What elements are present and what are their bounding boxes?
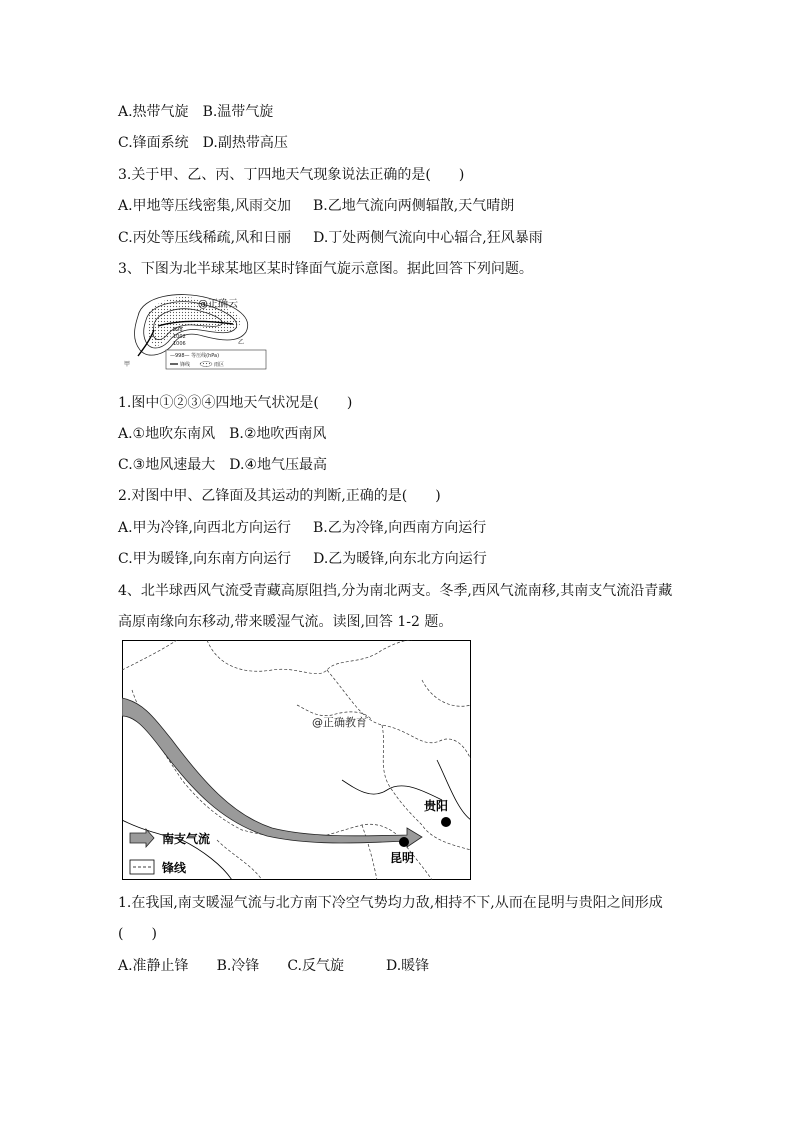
q4-sub1-blank: ( ): [118, 926, 157, 942]
q3-stem: 3、下图为北半球某地区某时锋面气旋示意图。据此回答下列问题。: [118, 261, 533, 277]
option-a: A.甲地等压线密集,风雨交加: [118, 198, 292, 214]
option-c: C.反气旋: [287, 958, 344, 974]
option-d: D.④地气压最高: [229, 457, 327, 473]
option-d: D.副热带高压: [202, 135, 288, 151]
front-line-jia: [138, 330, 154, 356]
watermark-text: @正确云: [198, 299, 238, 310]
legend-rain: 雨区: [214, 362, 225, 368]
isobar-label-1002: 1002: [173, 334, 186, 340]
q4-stem-line2: 高原南缘向东移动,带来暖湿气流。读图,回答 1-2 题。: [118, 614, 453, 630]
label-yi: 乙: [238, 339, 245, 346]
q3-sub-options-row2: [118, 228, 543, 248]
guiyang-marker: [441, 817, 451, 827]
option-a: A.准静止锋: [118, 958, 189, 974]
q3-sub2-options-row1: [118, 518, 486, 538]
prev-options-row2: [118, 133, 288, 153]
city-label-kunming: 昆明: [390, 851, 415, 865]
option-a: A.热带气旋: [118, 104, 189, 120]
option-c: C.锋面系统: [118, 135, 189, 151]
option-c: C.丙处等压线稀疏,风和日丽: [118, 230, 292, 246]
option-c: C.甲为暖锋,向东南方向运行: [118, 551, 292, 567]
kunming-marker: [399, 837, 409, 847]
legend-front: 锋线: [180, 362, 191, 368]
legend-isobar: —998— 等压线(hPa): [170, 353, 220, 359]
label-jia: 甲: [124, 361, 131, 368]
q3-sub2-options-row2: [118, 549, 487, 569]
isobar-label-998: 998: [173, 327, 183, 333]
q3-sub1-stem: 1.图中①②③④四地天气状况是( ): [118, 395, 353, 411]
frontal-cyclone-figure: [118, 290, 274, 370]
q4-stem-line1: 4、北半球西风气流受青藏高原阻挡,分为南北两支。冬季,西风气流南移,其南支气流沿青藏: [118, 583, 673, 599]
option-b: B.冷锋: [216, 958, 260, 974]
q3-sub1-options-row2: [118, 455, 327, 475]
option-a: A.甲为冷锋,向西北方向运行: [118, 520, 292, 536]
legend-front-label: 锋线: [162, 861, 187, 875]
prev-options-row1: [118, 102, 273, 122]
option-d: D.暖锋: [385, 958, 430, 974]
option-d: D.丁处两侧气流向中心辐合,狂风暴雨: [313, 230, 543, 246]
legend-flow-label: 南支气流: [162, 832, 211, 846]
option-b: B.温带气旋: [202, 104, 274, 120]
q3-sub1-options-row1: [118, 424, 326, 444]
q4-sub1-options: [118, 956, 429, 976]
option-b: B.乙地气流向两侧辐散,天气晴朗: [313, 198, 515, 214]
q3-sub-stem: 3.关于甲、乙、丙、丁四地天气现象说法正确的是( ): [118, 167, 465, 183]
south-branch-flow-map: [122, 640, 471, 880]
option-d: D.乙为暖锋,向东北方向运行: [313, 551, 487, 567]
option-c: C.③地风速最大: [118, 457, 216, 473]
legend-rain-symbol: [200, 362, 212, 367]
q3-sub2-stem: 2.对图中甲、乙锋面及其运动的判断,正确的是( ): [118, 488, 441, 504]
isobar-label-1006: 1006: [173, 341, 186, 347]
q4-sub1-stem: 1.在我国,南支暖湿气流与北方南下冷空气势均力敌,相持不下,从而在昆明与贵阳之间形成: [118, 895, 663, 911]
q3-sub-options-row1: [118, 196, 514, 216]
city-label-guiyang: 贵阳: [424, 799, 449, 813]
watermark-text: @正确教育: [312, 716, 367, 729]
option-b: B.②地吹西南风: [229, 426, 327, 442]
option-a: A.①地吹东南风: [118, 426, 216, 442]
option-b: B.乙为冷锋,向西南方向运行: [313, 520, 487, 536]
